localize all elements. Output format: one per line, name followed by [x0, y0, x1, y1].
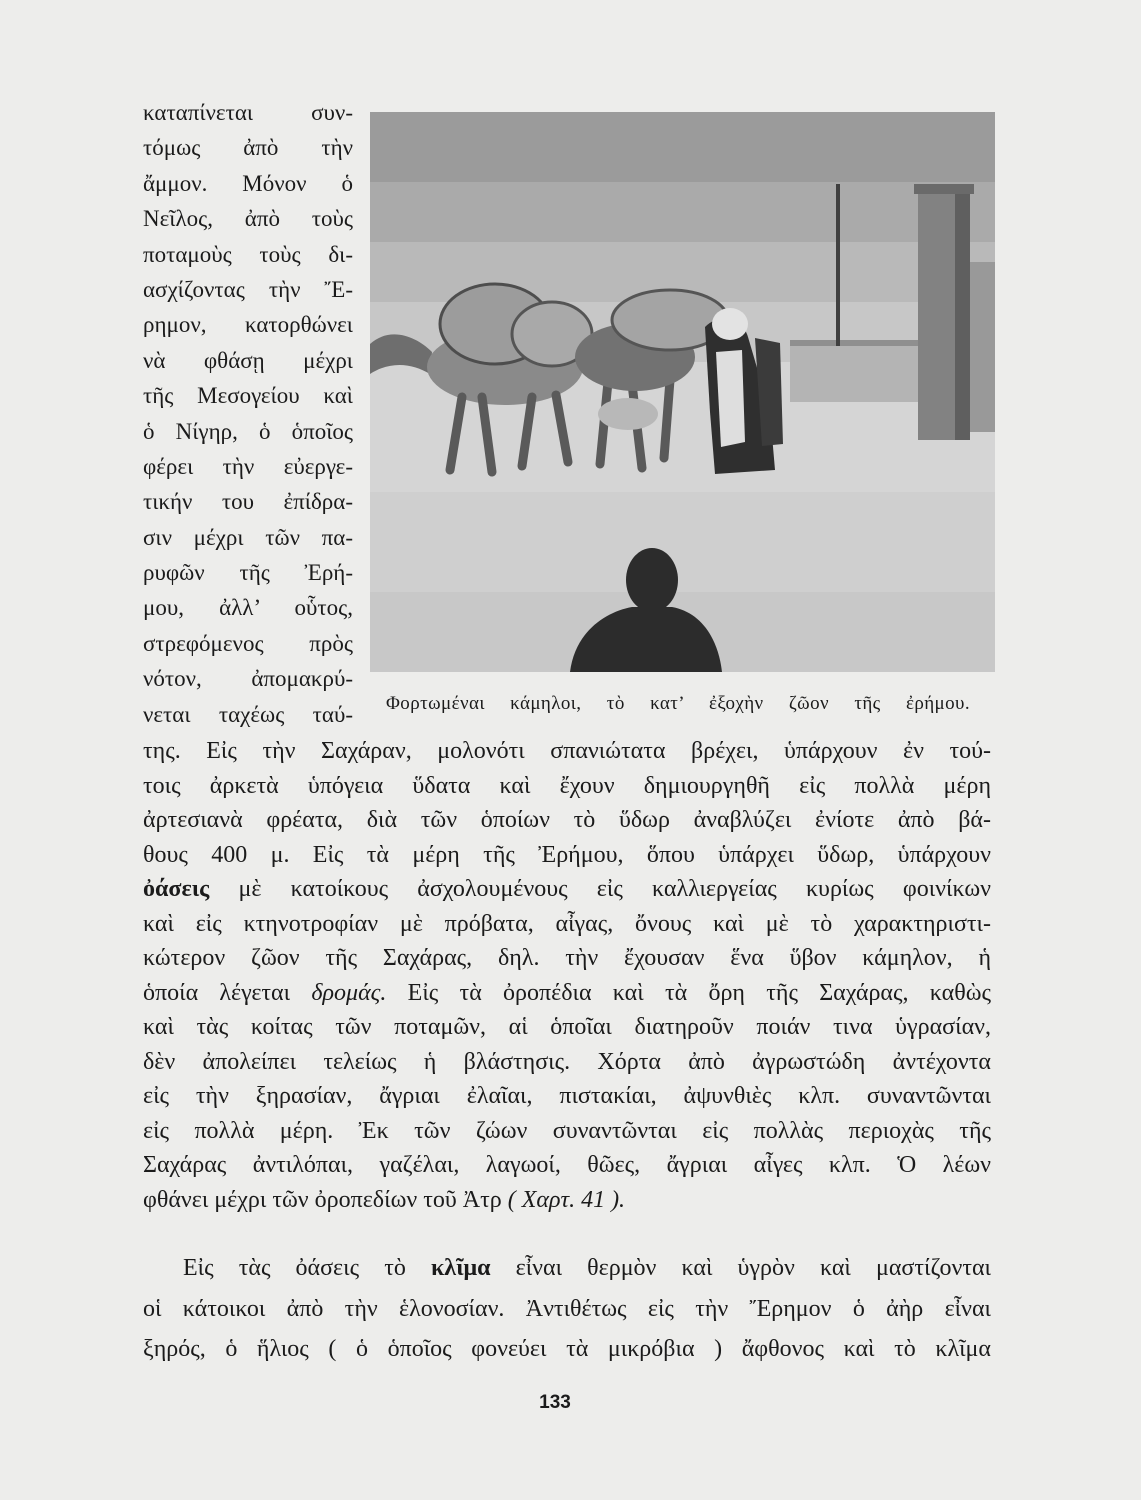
side-column-text: [143, 95, 353, 732]
text-line: καὶ εἰς κτηνοτροφίαν μὲ πρόβατα, αἶγας, ὄνους καὶ μὲ τὸ χαρακτηριστι-: [143, 910, 991, 937]
camels-photo: [370, 112, 995, 672]
text-line: νὰ φθάσῃ μέχρι: [143, 347, 353, 373]
text-line: στρεφόμενος πρὸς: [143, 630, 353, 656]
figure-caption: Φορτωμέναι κάμηλοι, τὸ κατ’ ἐξοχὴν ζῶον τῆς ἐρήμου.: [386, 693, 970, 714]
text-line: ἄμμον. Μόνον ὁ: [143, 170, 353, 196]
second-paragraph: [143, 1248, 991, 1370]
page-number: 133: [539, 1392, 571, 1413]
text-line: καταπίνεται συν-: [143, 100, 353, 125]
text-line: της. Εἰς τὴν Σαχάραν, μολονότι σπανιώτατα βρέχει, ὑπάρχουν ἐν τού-: [143, 738, 991, 764]
text-run: μὲ κατοίκους ἀσχολουμένους εἰς καλλιεργείας κυρίως φοινίκων: [238, 876, 992, 902]
text-line: [143, 976, 991, 1011]
bold-term: κλῖμα: [430, 1255, 491, 1281]
text-line: σιν μέχρι τῶν πα-: [143, 524, 353, 550]
text-line: θους 400 μ. Εἰς τὰ μέρη τῆς Ἐρήμου, ὅπου ὑπάρχει ὕδωρ, ὑπάρχουν: [143, 841, 991, 868]
text-line: εἰς τὴν ξηρασίαν, ἄγριαι ἐλαῖαι, πιστακίαι, ἀψυνθιὲς κλπ. συναντῶνται: [143, 1083, 991, 1109]
text-line: δὲν ἀπολείπει τελείως ἡ βλάστησις. Χόρτα ἀπὸ ἀγρωστώδη ἀντέχοντα: [143, 1048, 991, 1075]
text-line: [143, 1183, 991, 1218]
text-line: Σαχάρας ἀντιλόπαι, γαζέλαι, λαγωοί, θῶες, ἄγριαι αἶγες κλπ. Ὁ λέων: [143, 1152, 991, 1178]
text-line: ἀρτεσιανὰ φρέατα, διὰ τῶν ὁποίων τὸ ὕδωρ ἀναβλύζει ἐνίοτε ἀπὸ βά-: [143, 807, 991, 833]
text-line: εἰς πολλὰ μέρη. Ἐκ τῶν ζώων συναντῶνται εἰς πολλὰς περιοχὰς τῆς: [143, 1117, 991, 1144]
text-line: τικήν του ἐπίδρα-: [143, 489, 353, 515]
text-run: Εἰς τὰ ὀροπέδια καὶ τὰ ὄρη τῆς Σαχάρας, καθὼς: [407, 979, 992, 1006]
text-line: ρυφῶν τῆς Ἐρή-: [143, 560, 353, 586]
text-line: τῆς Μεσογείου καὶ: [143, 383, 353, 409]
text-line: καὶ τὰς κοίτας τῶν ποταμῶν, αἱ ὁποῖαι διατηροῦν ποιάν τινα ὑγρασίαν,: [143, 1014, 991, 1040]
text-run: φθάνει μέχρι τῶν ὀροπεδίων τοῦ Ἀτρ: [143, 1186, 502, 1213]
map-reference: ( Χαρτ. 41 ).: [507, 1186, 626, 1213]
text-line: ποταμοὺς τοὺς δι-: [143, 241, 353, 267]
text-line: ὁ Νίγηρ, ὁ ὁποῖος: [143, 418, 353, 444]
text-line: νεται ταχέως ταύ-: [143, 701, 353, 727]
text-run: Εἰς τὰς ὀάσεις τὸ: [183, 1255, 406, 1281]
tower: [914, 184, 974, 440]
text-line: τοις ἀρκετὰ ὑπόγεια ὕδατα καὶ ἔχουν δημιουργηθῆ εἰς πολλὰ μέρη: [143, 772, 991, 799]
text-line: ξηρός, ὁ ἥλιος ( ὁ ὁποῖος φονεύει τὰ μικρόβια ) ἄφθονος καὶ τὸ κλῖμα: [143, 1336, 991, 1362]
text-line: ασχίζοντας τὴν Ἔ-: [143, 276, 353, 302]
text-line: [143, 872, 991, 907]
text-line: μου, ἀλλ’ οὗτος,: [143, 595, 353, 621]
text-line: φέρει τὴν εὐεργε-: [143, 453, 353, 479]
text-line: Νεῖλος, ἀπὸ τοὺς: [143, 206, 353, 232]
text-line: τόμως ἀπὸ τὴν: [143, 135, 353, 161]
text-line: νότον, ἀπομακρύ-: [143, 666, 353, 692]
text-line: οἱ κάτοικοι ἀπὸ τὴν ἑλονοσίαν. Ἀντιθέτως εἰς τὴν Ἔρημον ὁ ἀὴρ εἶναι: [143, 1295, 991, 1322]
main-text: [143, 734, 991, 1217]
text-run: ὁποία λέγεται: [143, 979, 291, 1006]
text-line: [143, 1248, 991, 1289]
bold-term: ὀάσεις: [143, 876, 210, 902]
telegraph-pole: [836, 184, 840, 346]
italic-term: δρομάς.: [311, 979, 387, 1006]
text-line: ρημον, κατορθώνει: [143, 312, 353, 338]
text-run: εἶναι θερμὸν καὶ ὑγρὸν καὶ μαστίζονται: [515, 1255, 992, 1281]
text-line: κώτερον ζῶον τῆς Σαχάρας, δηλ. τὴν ἔχουσαν ἕνα ὕβον κάμηλον, ἡ: [143, 945, 991, 971]
